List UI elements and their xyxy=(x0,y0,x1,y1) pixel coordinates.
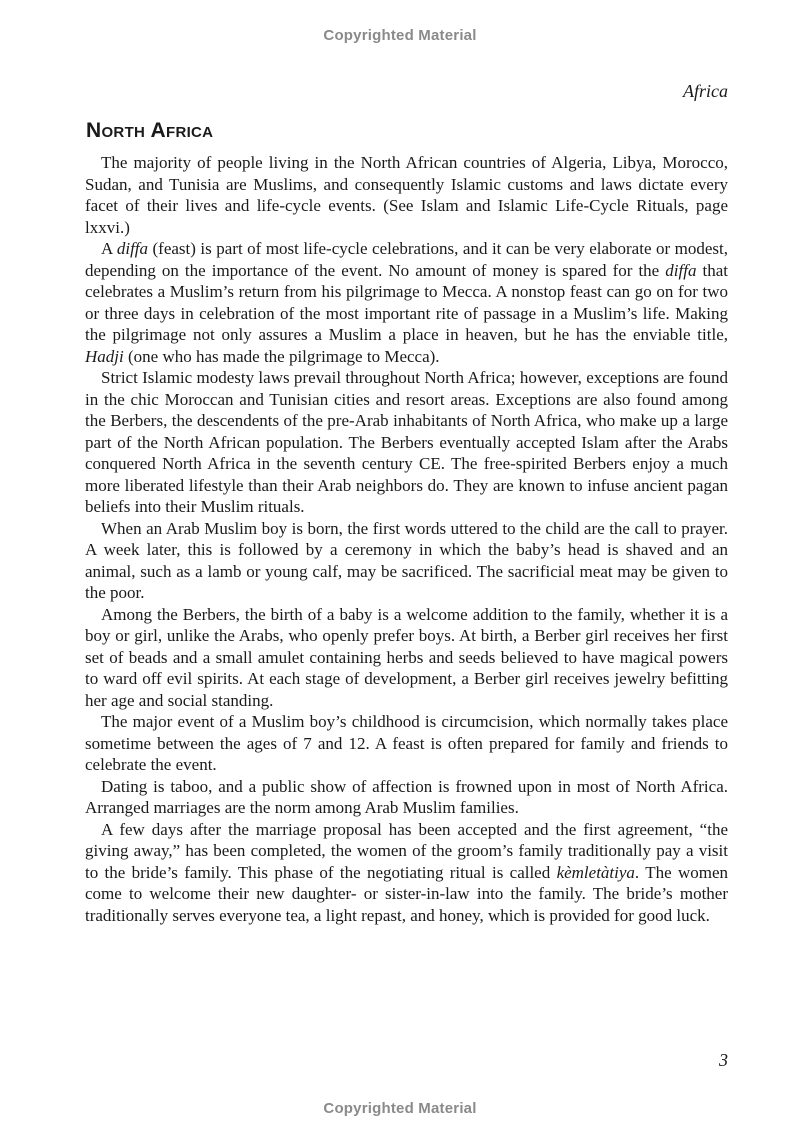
text-run: Strict Islamic modesty laws prevail throughout North Africa; however, exceptions are found in the chic Moroccan and Tunisian cities and resort areas. Exceptions are also found among the Berbers, the descendents of the pre-Arab inhabitants of North Africa, who make up a large part of the North African population. The Berbers eventually accepted Islam after the Arabs conquered North Africa in the seventh century CE. The free-spirited Berbers enjoy a much more liberated lifestyle than their Arab neighbors do. They are known to infuse ancient pagan beliefs into their Muslim rituals. xyxy=(85,368,728,516)
body-paragraph xyxy=(85,152,728,238)
text-run: that celebrates a Muslim’s return from his pilgrimage to Mecca. A nonstop feast can go on for two or three days in celebration of the most important rite of passage in a Muslim’s life. Making the pilgrimage not only assures a Muslim a place in heaven, but he has the enviable title, xyxy=(85,260,728,344)
text-run: The major event of a Muslim boy’s childhood is circumcision, which normally takes place sometime between the ages of 7 and 12. A feast is often prepared for family and friends to celebrate the event. xyxy=(85,712,728,774)
page-number: 3 xyxy=(719,1050,728,1070)
text-run: A few days after the marriage proposal has been accepted and the first agreement, “the giving away,” has been completed, the women of the groom’s family traditionally pay a visit to the bride’s family. This phase of the negotiating ritual is called xyxy=(85,819,728,882)
text-run: (feast) is part of most life-cycle celebrations, and it can be very elaborate or modest, depending on the importance of the event. No amount of money is spared for the xyxy=(85,239,728,280)
italic-term: diffa xyxy=(116,239,149,258)
text-run: Dating is taboo, and a public show of affection is frowned upon in most of North Africa. Arranged marriages are the norm among Arab Muslim families. xyxy=(85,776,728,817)
italic-term: Hadji xyxy=(85,346,124,366)
text-run: The majority of people living in the North African countries of Algeria, Libya, Morocco, Sudan, and Tunisia are Muslims, and consequently Islamic customs and laws dictate every facet of their lives and life-cycle events. (See Islam and Islamic Life-Cycle Rituals, page lxxvi.) xyxy=(85,153,728,237)
body-text xyxy=(85,152,728,926)
section-heading: North Africa xyxy=(86,119,214,142)
italic-term: kèmletàtiya xyxy=(556,862,635,882)
body-paragraph xyxy=(85,238,728,367)
text-run: (one who has made the pilgrimage to Mecca). xyxy=(123,346,440,366)
text-run: . The women come to welcome their new daughter- or sister-in-law into the family. The bride’s mother traditionally serves everyone tea, a light repast, and honey, which is provided for good luck. xyxy=(85,862,728,925)
body-paragraph xyxy=(85,711,728,776)
italic-term: diffa xyxy=(665,260,697,280)
body-paragraph xyxy=(85,776,728,819)
body-paragraph xyxy=(85,604,728,712)
text-run: Among the Berbers, the birth of a baby is a welcome addition to the family, whether it is a boy or girl, unlike the Arabs, who openly prefer boys. At birth, a Berber girl receives her first set of beads and a small amulet containing herbs and seeds believed to have magical powers to ward off evil spirits. At each stage of development, a Berber girl receives jewelry befitting her age and social standing. xyxy=(85,604,728,710)
copyright-watermark-bottom: Copyrighted Material xyxy=(323,1100,477,1117)
text-run: When an Arab Muslim boy is born, the first words uttered to the child are the call to prayer. A week later, this is followed by a ceremony in which the baby’s head is shaved and an animal, such as a lamb or young calf, may be sacrificed. The sacrificial meat may be given to the poor. xyxy=(85,518,728,602)
running-head: Africa xyxy=(683,81,728,101)
copyright-watermark-top: Copyrighted Material xyxy=(323,27,477,44)
text-run: A xyxy=(101,239,117,258)
body-paragraph xyxy=(85,367,728,518)
body-paragraph xyxy=(85,819,728,927)
body-paragraph xyxy=(85,518,728,604)
